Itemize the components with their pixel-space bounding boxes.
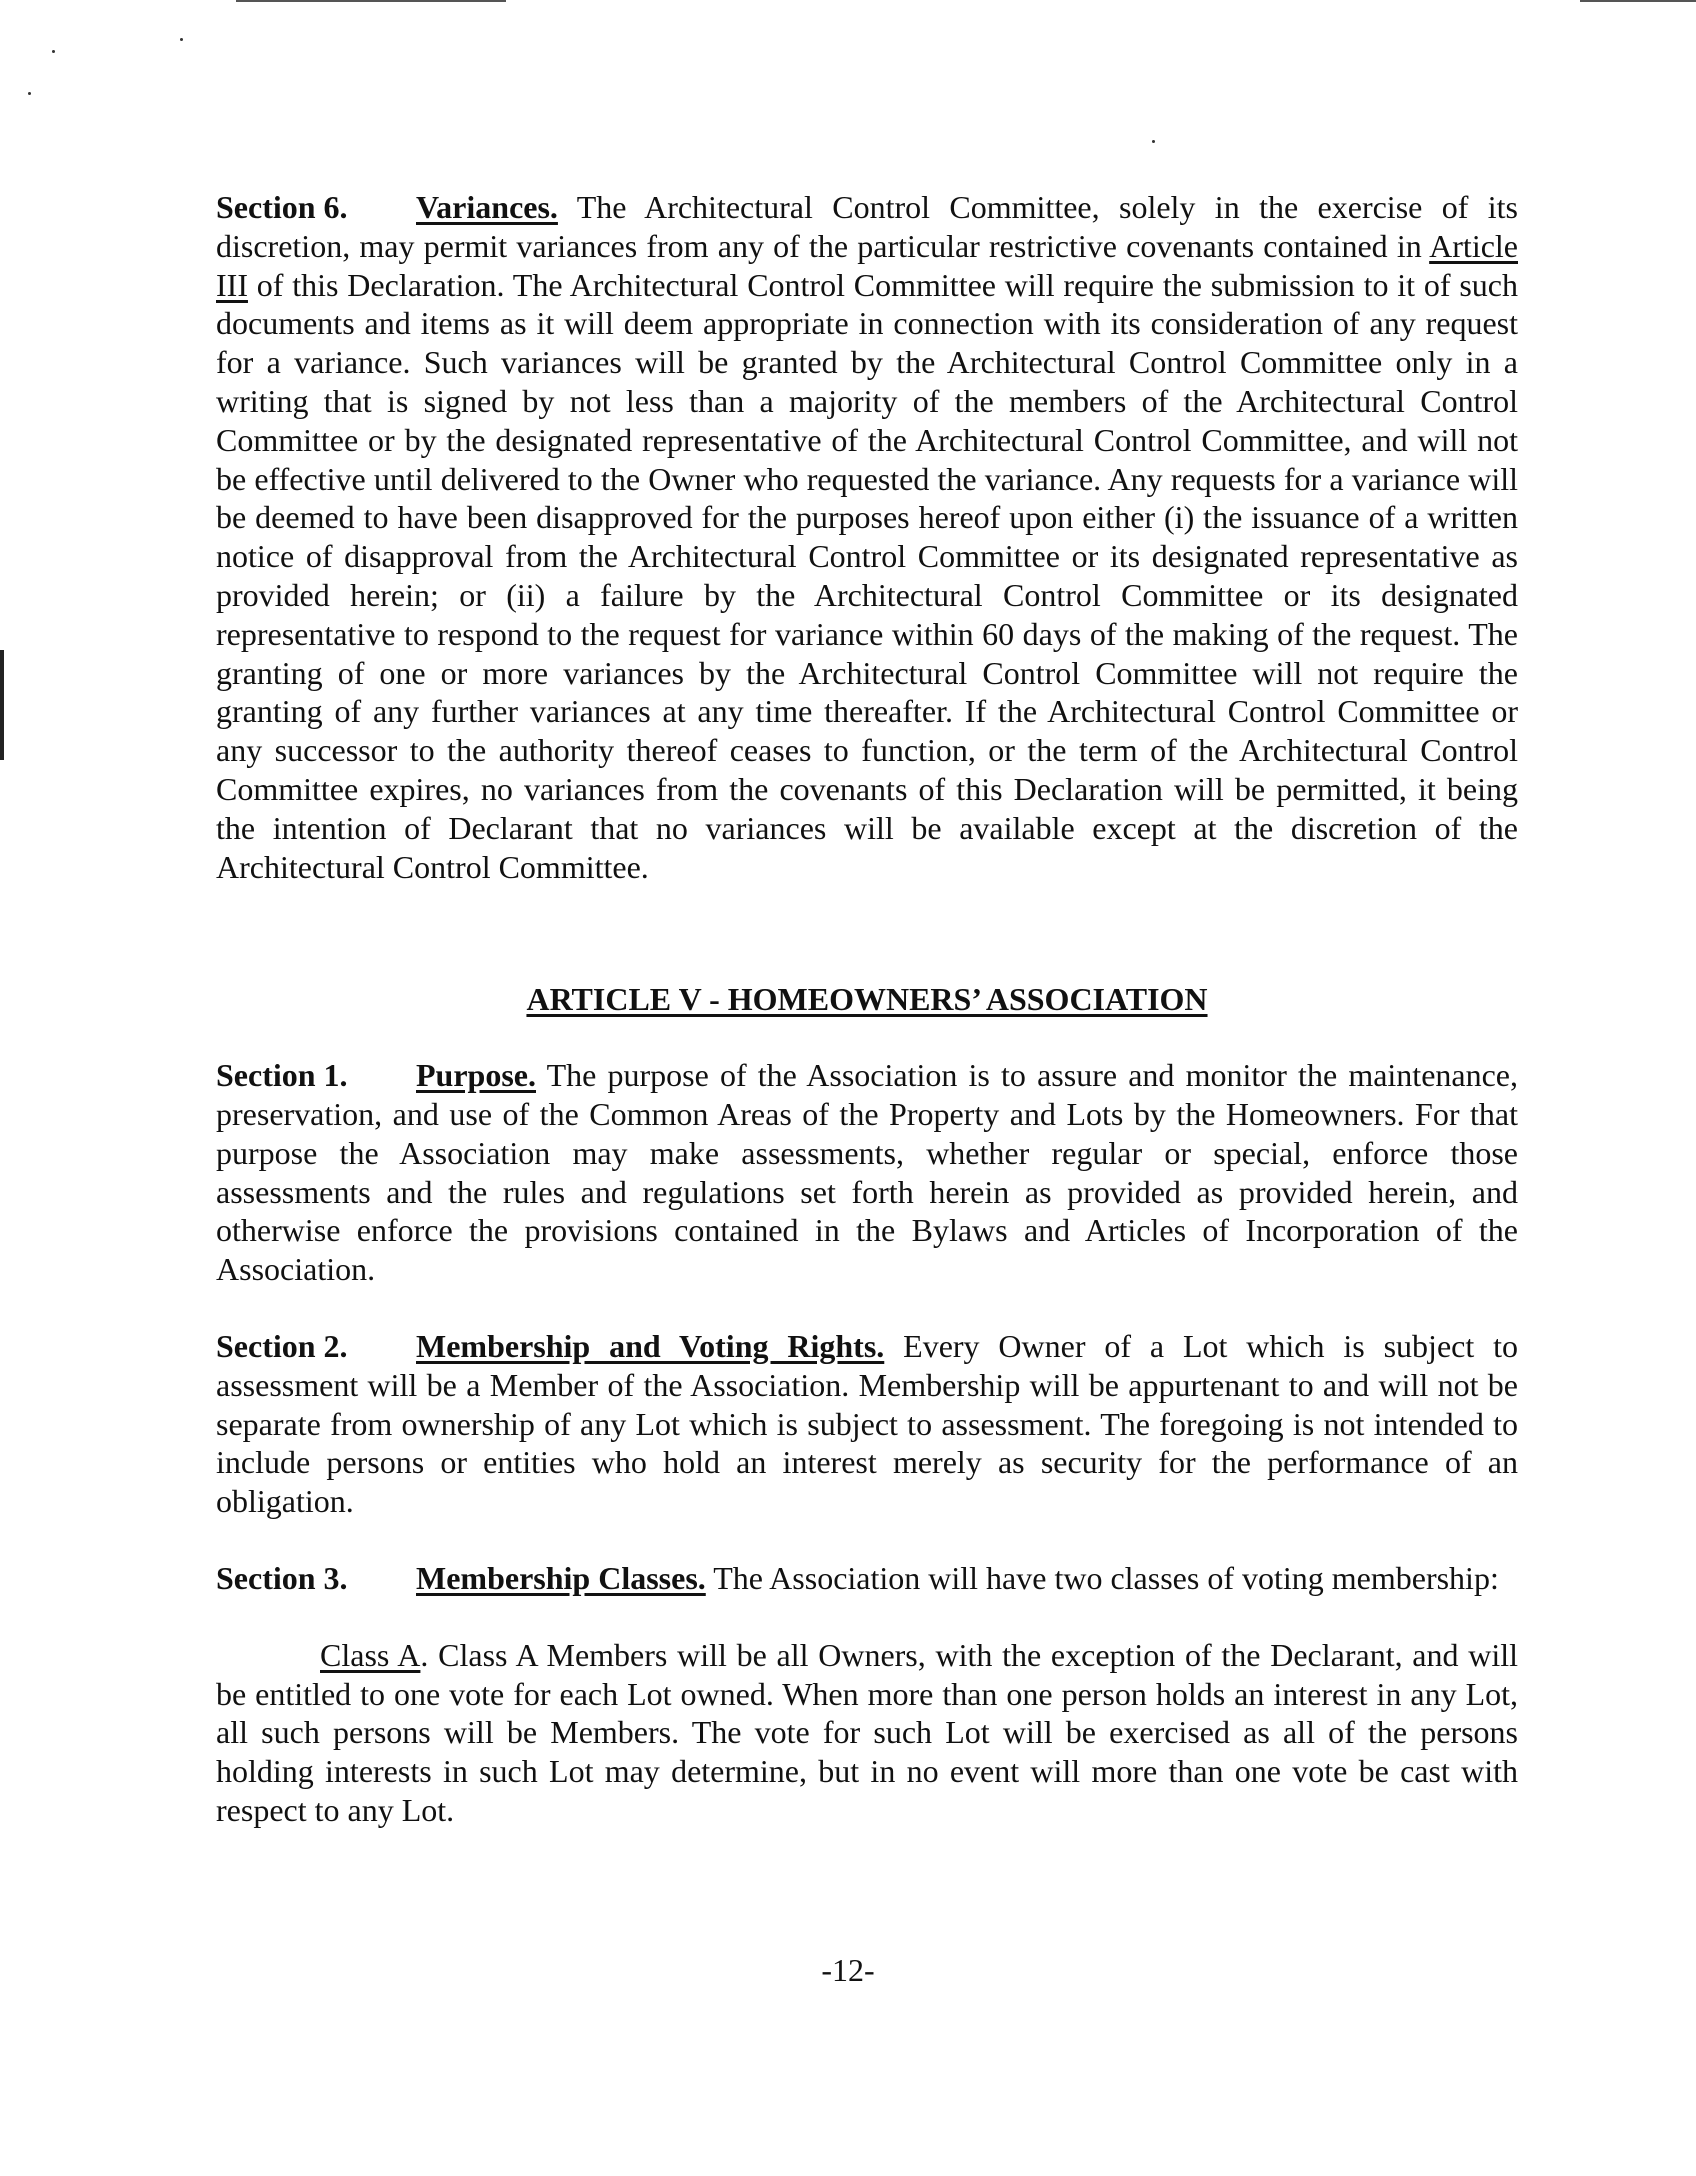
page-number: -12- bbox=[821, 1952, 875, 1988]
section-3-title: Membership Classes. bbox=[416, 1559, 706, 1596]
scan-artifact-top-line bbox=[1580, 0, 1696, 2]
section-3-number: Section 3. bbox=[216, 1559, 348, 1596]
article-heading: ARTICLE V - HOMEOWNERS’ ASSOCIATION bbox=[526, 981, 1208, 1018]
class-a-text: . Class A Members will be all Owners, with the exception of the Declarant, and will be entitled to one vote for each Lot owned. When more than one person holds an interest in any Lot, all such persons will be Members. The vote for such Lot will be exercised as all of the persons holding interests in such Lot may determine, but in no event will more than one vote be cast with respect to any Lot. bbox=[216, 1636, 1519, 1828]
scan-speck bbox=[52, 50, 55, 53]
section-2-title: Membership and Voting Rights. bbox=[416, 1327, 885, 1364]
scan-speck bbox=[180, 38, 183, 41]
section-1-text: The purpose of the Association is to assure and monitor the maintenance, preservation, and use of the Common Areas of the Property and Lots by the Homeowners. For that purpose the Association may make assessments, whether regular or special, enforce those assessments and the rules and regulations set forth herein as provided as provided herein, and otherwise enforce the provisions contained in the Bylaws and Articles of Incorporation of the Association. bbox=[216, 1057, 1518, 1288]
section-6-number: Section 6. bbox=[216, 189, 348, 225]
section-6-paragraph bbox=[216, 188, 1518, 886]
class-a-label: Class A bbox=[320, 1636, 421, 1673]
section-3-text: The Association will have two classes of voting membership: bbox=[705, 1559, 1499, 1596]
section-1-paragraph bbox=[216, 1056, 1518, 1289]
document-body bbox=[216, 188, 1518, 1830]
section-1-number: Section 1. bbox=[216, 1057, 348, 1094]
section-1-title: Purpose. bbox=[416, 1057, 536, 1094]
scan-artifact-left-edge bbox=[0, 650, 4, 760]
scan-artifact-top-line bbox=[236, 0, 506, 2]
section-6-title: Variances. bbox=[416, 189, 558, 225]
section-6-text-a: The Architectural Control Committee, solely in the exercise of its discretion, may permit variances from any of the particular restrictive covenants contained in bbox=[216, 189, 1518, 264]
section-2-text: Every Owner of a Lot which is subject to assessment will be a Member of the Association. Membership will be appurtenant to and will not be separate from ownership of any Lot which is subject to assessment. The foregoing is not intended to include persons or entities who hold an interest merely as security for the performance of an obligation. bbox=[216, 1327, 1518, 1520]
class-a-paragraph bbox=[216, 1636, 1518, 1830]
scan-speck bbox=[1152, 140, 1155, 143]
scan-speck bbox=[28, 92, 31, 95]
section-3-paragraph bbox=[216, 1559, 1518, 1598]
section-2-number: Section 2. bbox=[216, 1327, 348, 1364]
section-2-paragraph bbox=[216, 1327, 1518, 1521]
section-6-text-b: of this Declaration. The Architectural Control Committee will require the submission to it of such documents and items as it will deem appropriate in connection with its consideration of any request for a variance. Such variances will be granted by the Architectural Control Committee only in a writing that is signed by not less than a majority of the members of the Architectural Control Committee or by the designated representative of the Architectural Control Committee, and will not be effective until delivered to the Owner who requested the variance. Any requests for a variance will be deemed to have been disapproved for the purposes hereof upon either (i) the issuance of a written notice of disapproval from the Architectural Control Committee or its designated representative as provided herein; or (ii) a failure by the Architectural Control Committee or its designated representative to respond to the request for variance within 60 days of the making of the request. The granting of one or more variances by the Architectural Control Committee will not require the granting of any further variances at any time thereafter. If the Architectural Control Committee or any successor to the authority thereof ceases to function, or the term of the Architectural Control Committee expires, no variances from the covenants of this Declaration will be permitted, it being the intention of Declarant that no variances will be available except at the discretion of the Architectural Control Committee. bbox=[216, 266, 1518, 885]
article-iii-reference: Article III bbox=[216, 227, 1518, 303]
